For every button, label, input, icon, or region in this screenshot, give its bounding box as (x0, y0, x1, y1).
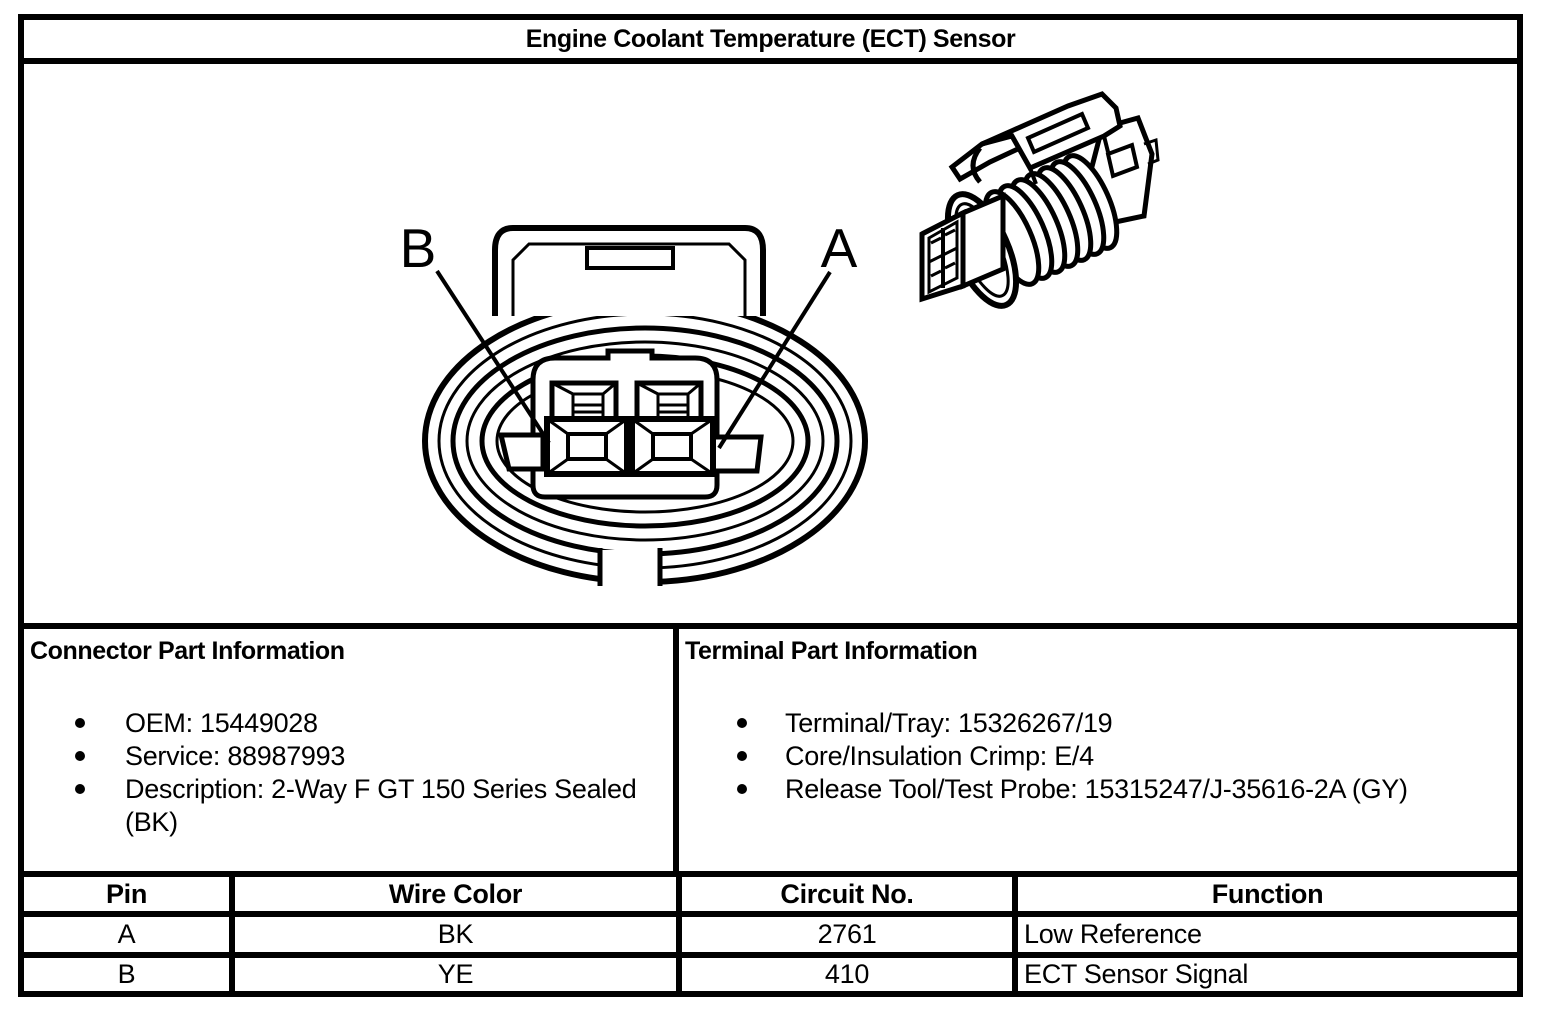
column-header-function: Function (1018, 877, 1517, 917)
table-cell-pin: A (24, 917, 235, 958)
list-item: Release Tool/Test Probe: 15315247/J-35616-2A (GY) (679, 773, 1517, 806)
column-header-pin: Pin (24, 877, 235, 917)
connector-diagrams-svg (24, 64, 1517, 623)
connector-part-information-section (24, 629, 679, 871)
column-header-wire-color: Wire Color (235, 877, 682, 917)
table-cell-wire-color: BK (235, 917, 682, 958)
table-cell-wire-color: YE (235, 958, 682, 991)
list-item: Description: 2-Way F GT 150 Series Sealed (BK) (24, 773, 673, 839)
table-cell-circuit-no: 2761 (682, 917, 1018, 958)
connector-3d-view (922, 94, 1158, 315)
connector-info-list (24, 707, 673, 839)
connector-diagram-area (24, 64, 1517, 629)
list-item: Core/Insulation Crimp: E/4 (679, 740, 1517, 773)
bullet-icon (75, 784, 85, 794)
list-item: Service: 88987993 (24, 740, 673, 773)
list-item: OEM: 15449028 (24, 707, 673, 740)
pin-table (24, 877, 1517, 991)
pin-label-a: A (820, 217, 858, 279)
pin-label-b: B (399, 217, 437, 279)
table-cell-pin: B (24, 958, 235, 991)
bullet-icon (737, 751, 747, 761)
table-cell-function: ECT Sensor Signal (1024, 959, 1249, 989)
column-header-circuit-no: Circuit No. (682, 877, 1018, 917)
connector-info-heading: Connector Part Information (30, 637, 345, 665)
bullet-icon (737, 718, 747, 728)
document-frame (18, 14, 1523, 997)
terminal-info-heading: Terminal Part Information (685, 637, 978, 665)
table-cell-circuit-no: 410 (682, 958, 1018, 991)
pin-cavity-b (547, 419, 627, 474)
bullet-icon (75, 751, 85, 761)
terminal-info-list (679, 707, 1517, 806)
page-title: Engine Coolant Temperature (ECT) Sensor (24, 20, 1517, 64)
pin-cavity-a (632, 419, 713, 474)
list-item: Terminal/Tray: 15326267/19 (679, 707, 1517, 740)
part-information-row (24, 629, 1517, 877)
connector-face-front-view (400, 217, 865, 592)
bullet-icon (737, 784, 747, 794)
bullet-icon (75, 718, 85, 728)
table-cell-function: Low Reference (1018, 917, 1517, 958)
terminal-part-information-section (679, 629, 1517, 871)
